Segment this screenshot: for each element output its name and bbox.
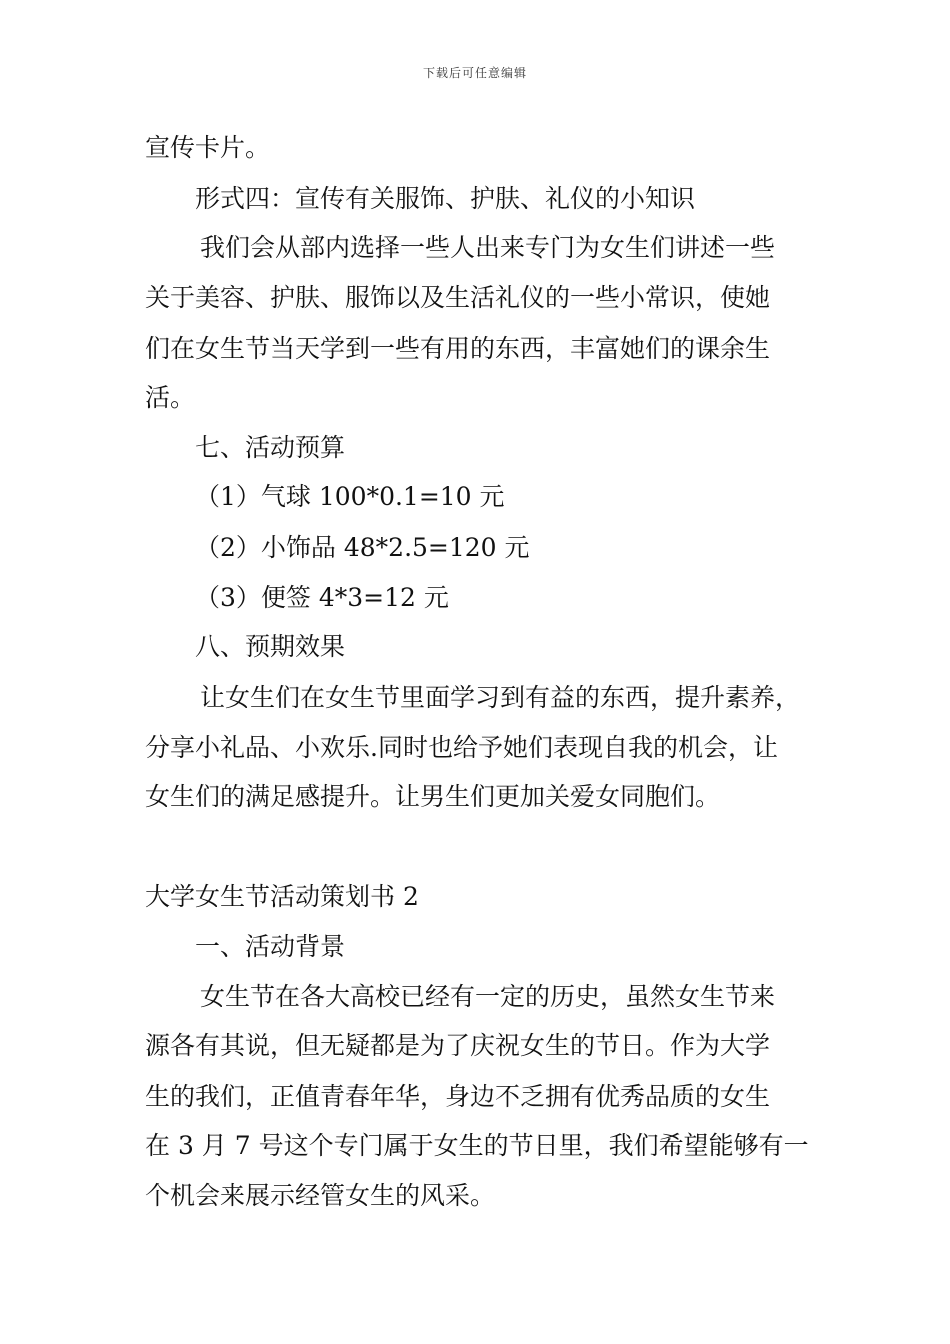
paragraph-line: 让女生们在女生节里面学习到有益的东西，提升素养， (200, 683, 801, 712)
paragraph-line: 在 3 月 7 号这个专门属于女生的节日里，我们希望能够有一 (145, 1131, 809, 1160)
paragraph-line: 女生节在各大高校已经有一定的历史，虽然女生节来 (200, 982, 776, 1011)
section-heading: 七、活动预算 (195, 433, 346, 462)
paragraph-line: 生的我们，正值青春年华，身边不乏拥有优秀品质的女生 (145, 1082, 771, 1111)
paragraph-line: 活。 (145, 383, 196, 412)
section-heading: 一、活动背景 (195, 932, 346, 961)
budget-item: （1）气球 100*0.1=10 元 (195, 482, 505, 511)
section-heading: 八、预期效果 (195, 632, 346, 661)
paragraph-line: 关于美容、护肤、服饰以及生活礼仪的一些小常识，使她 (145, 283, 771, 312)
paragraph-line: 个机会来展示经管女生的风采。 (145, 1181, 496, 1210)
paragraph-line: 宣传卡片。 (145, 133, 271, 162)
document-title: 大学女生节活动策划书 2 (145, 882, 419, 911)
budget-item: （2）小饰品 48*2.5=120 元 (195, 533, 530, 562)
paragraph-line: 分享小礼品、小欢乐.同时也给予她们表现自我的机会，让 (145, 733, 778, 762)
paragraph-line: 我们会从部内选择一些人出来专门为女生们讲述一些 (200, 233, 776, 262)
paragraph-line: 们在女生节当天学到一些有用的东西，丰富她们的课余生 (145, 334, 771, 363)
page-header: 下载后可任意编辑 (422, 66, 527, 80)
section-heading: 形式四：宣传有关服饰、护肤、礼仪的小知识 (195, 184, 696, 213)
paragraph-line: 源各有其说，但无疑都是为了庆祝女生的节日。作为大学 (145, 1031, 771, 1060)
budget-item: （3）便签 4*3=12 元 (195, 583, 449, 612)
paragraph-line: 女生们的满足感提升。让男生们更加关爱女同胞们。 (145, 782, 721, 811)
